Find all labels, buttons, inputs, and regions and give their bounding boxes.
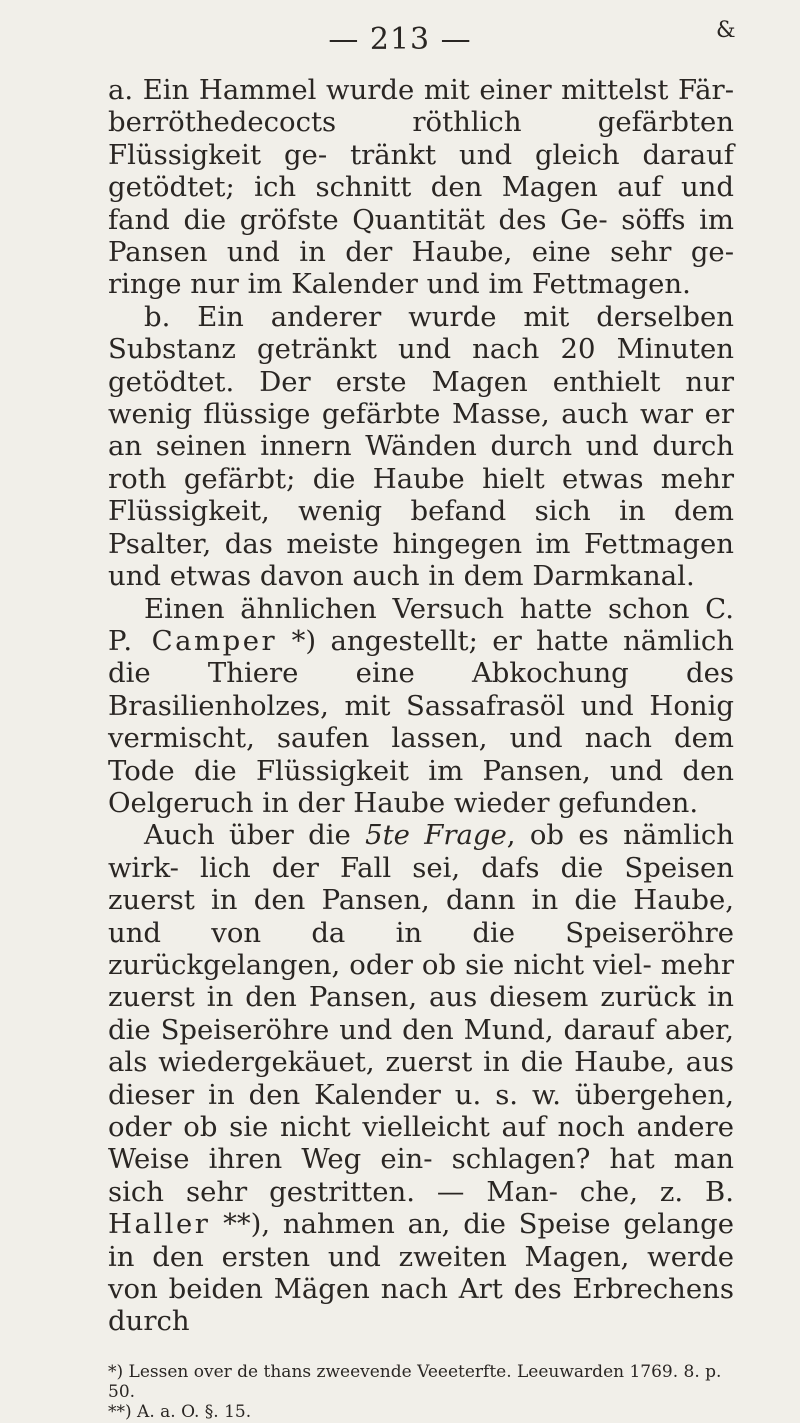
page-header	[0, 18, 800, 57]
frage-label: 5te Frage	[365, 819, 507, 852]
corner-mark: &	[716, 18, 737, 43]
paragraph-frage-text-1: Auch über die	[144, 819, 351, 852]
paragraph-frage-text-3: **), nahmen an, die Speise gelange in den ersten und zweiten Magen, werde von beiden Mägen nach Art des Erbrechens durch	[108, 1208, 734, 1338]
paragraph-camper	[108, 593, 734, 820]
footnotes	[108, 1362, 734, 1422]
footnote-1: *) Lessen over de thans zweevende Veeeterfte. Leeuwarden 1769. 8. p. 50.	[108, 1362, 722, 1402]
paragraph-b: b. Ein anderer wurde mit derselben Substanz getränkt und nach 20 Minuten getödtet. Der erste Magen enthielt nur wenig flüssige gefärbte Masse, auch war er an seinen innern Wänden durch und durch roth gefärbt; die Haube hielt etwas mehr Flüssigkeit, wenig befand sich in dem Psalter, das meiste hingegen im Fettmagen und etwas davon auch in dem Darmkanal.	[108, 300, 734, 593]
footnote-2: **) A. a. O. §. 15.	[108, 1402, 252, 1422]
paragraph-frage-text-2: , ob es nämlich wirk- lich der Fall sei, dafs die Speisen zuerst in den Pansen, dann in die Haube, und von da in die Speiseröhre zurückgelangen, oder ob sie nicht viel- mehr zuerst in den Pansen, aus diesem zurück in die Speiseröhre und den Mund, darauf aber, als wiedergekäuet, zuerst in die Haube, aus dieser in den Kalender u. s. w. übergehen, oder ob sie nicht vielleicht auf noch andere Weise ihren Weg ein- schlagen? hat man sich sehr gestritten. — Man- che, z. B.	[108, 819, 734, 1208]
paragraph-a: a. Ein Hammel wurde mit einer mittelst Fär- berröthedecocts röthlich gefärbten Flüssigkeit ge- tränkt und gleich darauf getödtet; ich schnitt den Magen auf und fand die gröfste Quantität des Ge- söffs im Pansen und in der Haube, eine sehr ge- ringe nur im Kalender und im Fettmagen.	[108, 74, 734, 301]
author-name-haller: Haller	[108, 1208, 211, 1241]
page-number: — 213 —	[328, 22, 472, 57]
paragraph-frage	[108, 819, 734, 1338]
author-name-camper: P. Camper	[108, 624, 278, 657]
body-text	[108, 74, 734, 1338]
paragraph-camper-text-2: *) angestellt; er hatte nämlich die Thiere eine Abkochung des Brasilienholzes, mit Sassafrasöl und Honig vermischt, saufen lassen, und nach dem Tode die Flüssigkeit im Pansen, und den Oelgeruch in der Haube wieder gefunden.	[108, 624, 734, 819]
paragraph-camper-text-1: Einen ähnlichen Versuch hatte schon C.	[144, 592, 734, 625]
